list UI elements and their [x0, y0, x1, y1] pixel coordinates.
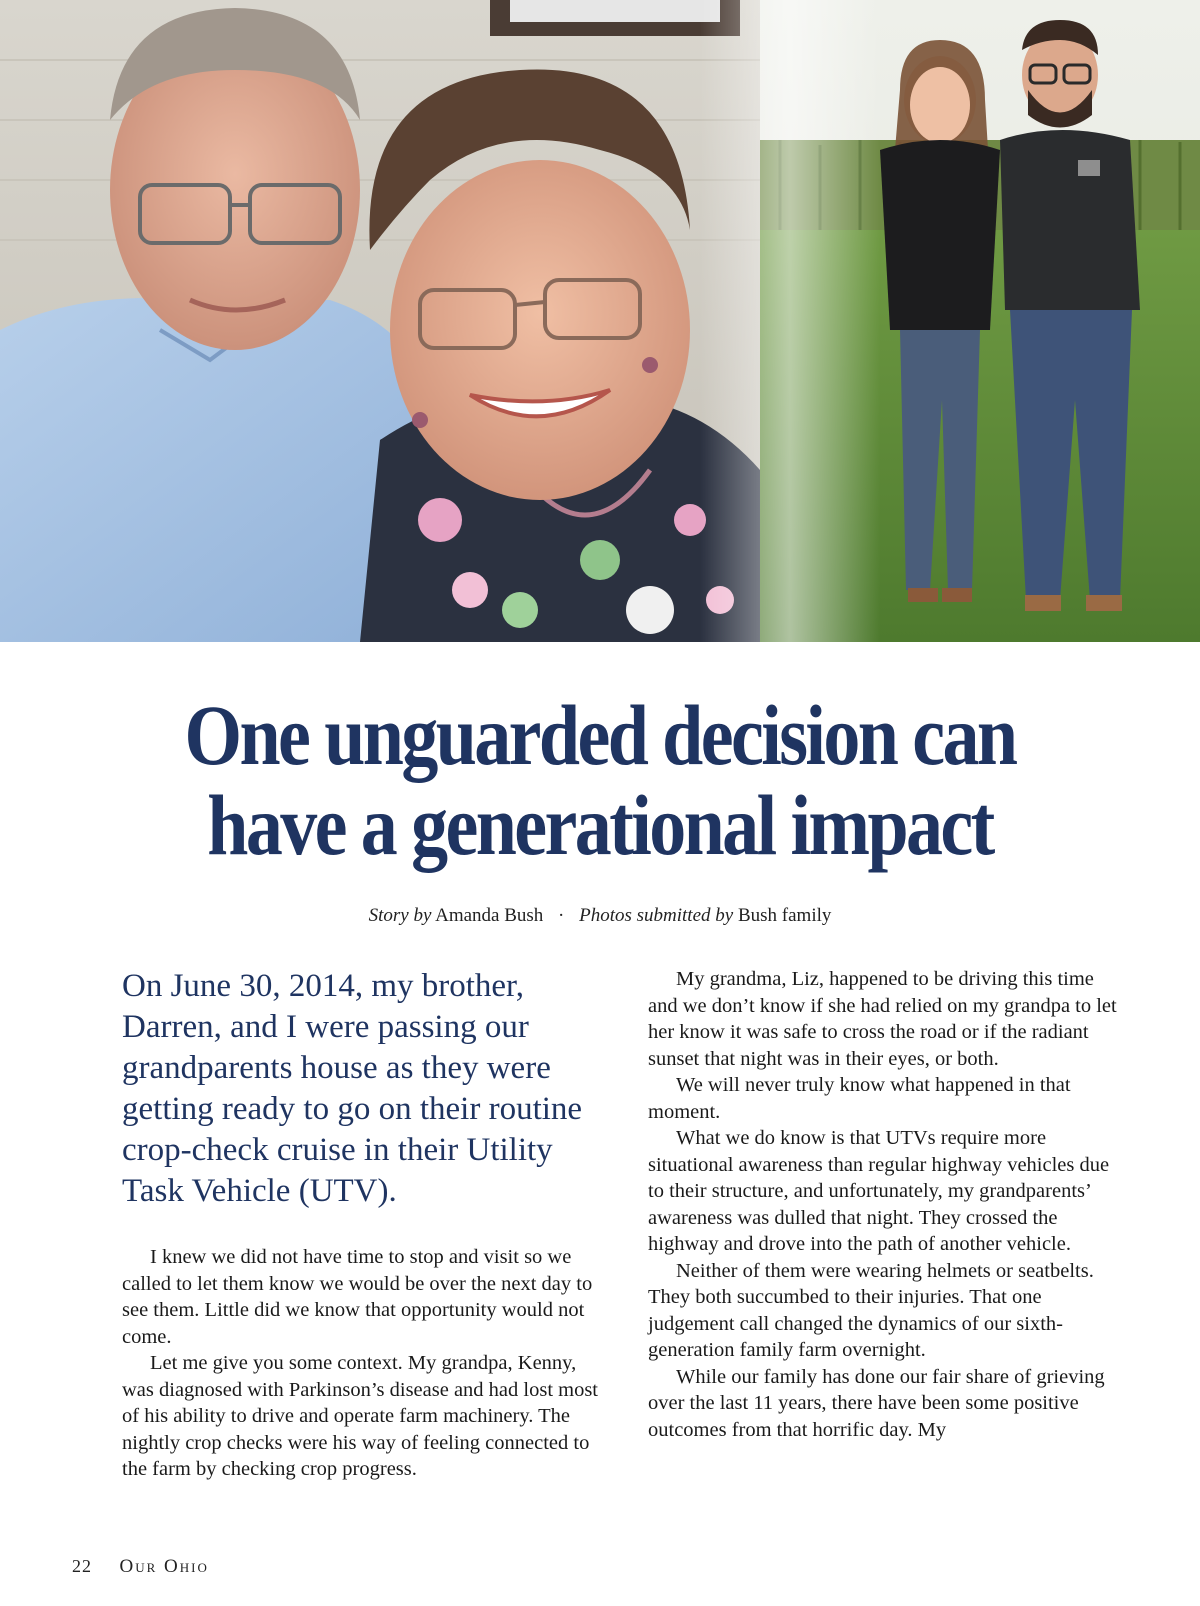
- photos-label: Photos submitted by: [579, 905, 734, 926]
- body-paragraph: Neither of them were wearing helmets or seatbelts. They both succumbed to their injuries. That one judgement call changed the dynamics of our sixth-generation family farm overnight.: [648, 1259, 1094, 1361]
- left-column: [122, 966, 612, 1483]
- body-paragraph: Let me give you some context. My grandpa, Kenny, was diagnosed with Parkinson’s disease and had lost most of his ability to drive and operate farm machinery. The nightly crop checks were his way of feeling connected to the farm by checking crop progress.: [122, 1352, 599, 1480]
- page-footer: [72, 1556, 209, 1578]
- story-label: Story by: [368, 905, 432, 926]
- byline-separator: ·: [558, 905, 565, 926]
- author-name: Amanda Bush: [435, 905, 544, 926]
- page-number: 22: [72, 1556, 92, 1576]
- publication-name: Our Ohio: [119, 1556, 209, 1577]
- body-paragraph: What we do know is that UTVs require more situational awareness than regular highway vehicles due to their structure, and unfortunately, my grandparents’ awareness was dulled that night. They crossed the highway and drove into the path of another vehicle.: [648, 1127, 1110, 1255]
- headline-line-2: have a generational impact: [207, 777, 993, 873]
- body-paragraph: My grandma, Liz, happened to be driving this time and we don’t know if she had relied on my grandpa to let her know it was safe to cross the road or if the radiant sunset that night was in their eyes, or both.: [648, 968, 1117, 1070]
- headline-line-1: One unguarded decision can: [184, 687, 1016, 783]
- lede-paragraph: On June 30, 2014, my brother, Darren, and I were passing our grandparents house as they were getting ready to go on their routine crop-check cruise in their Utility Task Vehicle (UTV).: [122, 968, 583, 1209]
- hero-photo-collage: [0, 0, 1200, 642]
- photo-blend: [700, 0, 880, 642]
- body-paragraph: I knew we did not have time to stop and visit so we called to let them know we would be over the next day to see them. Little did we know that opportunity would not come.: [122, 1246, 593, 1348]
- body-paragraph: We will never truly know what happened in that moment.: [648, 1074, 1071, 1123]
- body-paragraph: While our family has done our fair share of grieving over the last 11 years, there have been some positive outcomes from that horrific day. My: [648, 1365, 1105, 1441]
- byline: [0, 905, 1200, 927]
- photographer-name: Bush family: [737, 905, 832, 926]
- grandparents-photo: [0, 0, 820, 642]
- headline: [136, 687, 1065, 873]
- right-column: [648, 966, 1128, 1443]
